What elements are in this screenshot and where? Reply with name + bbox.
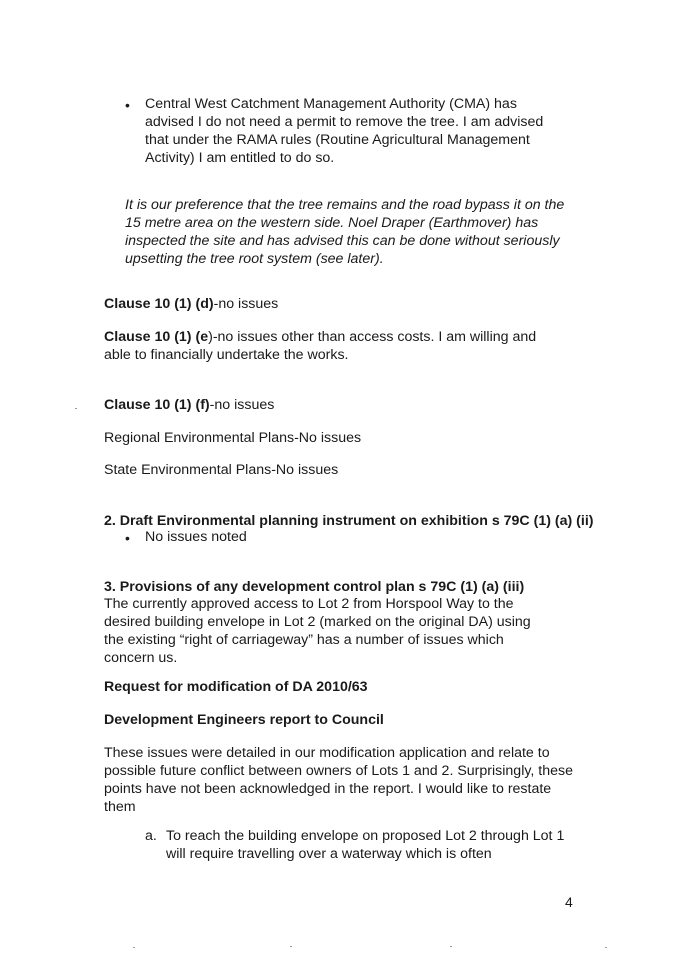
- scan-speck: [290, 946, 292, 947]
- clause-f: [104, 396, 584, 414]
- scan-speck: [75, 408, 77, 409]
- clause-e: [104, 328, 554, 364]
- scan-speck: [605, 947, 607, 948]
- clause-d-text: -no issues: [213, 296, 279, 312]
- request-heading: Request for modification of DA 2010/63: [104, 679, 368, 695]
- clause-e-text: )-no issues other than access costs. I am willing and able to financially undertake the works.: [104, 329, 537, 363]
- clause-d-label: Clause 10 (1) (d): [104, 296, 214, 312]
- bullet-cma-text: Central West Catchment Management Authority (CMA) has advised I do not need a permit to remove the tree. I am advised that under the RAMA rules (Routine Agricultural Management Activity) I am entitled to do so.: [145, 96, 544, 166]
- bullet-marker: •: [125, 97, 130, 113]
- issues-paragraph: These issues were detailed in our modification application and relate to possible future conflict between owners of Lots 1 and 2. Surprisingly, these points have not been acknowledged in the report. I would like to restate them: [104, 745, 573, 815]
- engineers-heading: Development Engineers report to Council: [104, 712, 384, 728]
- section-3-heading: 3. Provisions of any development control plan s 79C (1) (a) (iii): [104, 579, 525, 595]
- regional-plans: Regional Environmental Plans-No issues: [104, 430, 362, 446]
- section-2-bullet: No issues noted: [145, 529, 247, 545]
- section-2-heading: 2. Draft Environmental planning instrument on exhibition s 79C (1) (a) (ii): [104, 513, 594, 529]
- item-a-marker: a.: [145, 828, 157, 844]
- section-3-text: The currently approved access to Lot 2 from Horspool Way to the desired building envelope in Lot 2 (marked on the original DA) using the existing “right of carriageway” has a number of issues which concern us.: [104, 596, 531, 666]
- clause-e-label: Clause 10 (1) (e: [104, 329, 209, 345]
- clause-d: [104, 295, 584, 313]
- preference-paragraph: It is our preference that the tree remains and the road bypass it on the 15 metre area on the western side. Noel Draper (Earthmover) has inspected the site and has advised this can be done without seriously upsetting the tree root system (see later).: [125, 197, 565, 267]
- scan-speck: [450, 946, 452, 947]
- page-number: 4: [565, 894, 573, 910]
- clause-f-label: Clause 10 (1) (f): [104, 397, 210, 413]
- bullet-marker: •: [125, 530, 130, 546]
- clause-f-text: -no issues: [209, 397, 275, 413]
- item-a-text: To reach the building envelope on proposed Lot 2 through Lot 1 will require travelling over a waterway which is often: [166, 828, 565, 862]
- scan-speck: [133, 947, 135, 948]
- state-plans: State Environmental Plans-No issues: [104, 462, 339, 478]
